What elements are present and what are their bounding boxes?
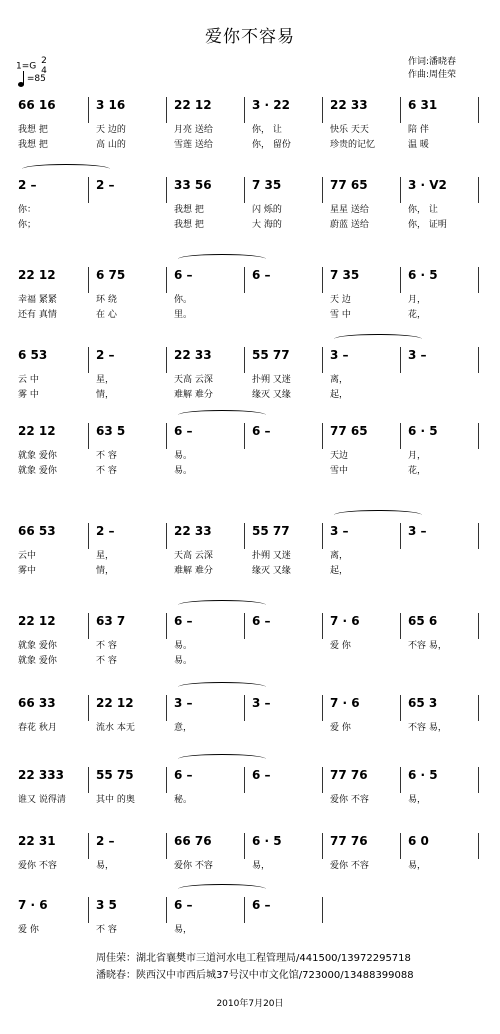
bar-line — [166, 523, 167, 549]
lyric-verse-2: 高 山的 — [96, 140, 126, 150]
lyric-verse-2: 难解 难分 — [174, 390, 213, 400]
lyric-verse-1: 易， — [408, 861, 427, 871]
lyric-verse-2: 不 容 — [96, 656, 117, 666]
lyric-verse-1: 不 容 — [96, 451, 117, 461]
bar-line — [244, 423, 245, 449]
lyric-verse-1: 天高 云深 — [174, 375, 213, 385]
lyric-verse-1: 扑朔 又迷 — [252, 551, 291, 561]
bar-line — [88, 177, 89, 203]
measure-notes: 22 12 — [96, 696, 134, 710]
measure-notes: 3 – — [330, 348, 349, 362]
tempo-marking — [18, 74, 46, 87]
lyricist-credit: 作词:潘晓春 — [408, 57, 457, 67]
measure-notes: 3 – — [252, 696, 271, 710]
bar-line — [400, 97, 401, 123]
lyric-verse-1: 爱你 不容 — [330, 861, 369, 871]
bar-line — [478, 613, 479, 639]
lyric-verse-1: 我想 把 — [18, 125, 48, 135]
measure-notes: 6 – — [174, 424, 193, 438]
measure-notes: 66 33 — [18, 696, 56, 710]
bar-line — [88, 897, 89, 923]
measure-notes: 6 · 5 — [408, 424, 438, 438]
lyric-verse-2: 温 暖 — [408, 140, 429, 150]
bar-line — [244, 97, 245, 123]
bar-line — [322, 267, 323, 293]
lyric-verse-1: 你。 — [174, 295, 193, 305]
lyric-verse-1: 不 容 — [96, 925, 117, 935]
lyric-verse-1: 谁又 说得清 — [18, 795, 66, 805]
bar-line — [88, 267, 89, 293]
measure-notes: 7 · 6 — [330, 614, 360, 628]
measure-notes: 6 – — [174, 614, 193, 628]
lyric-verse-2: 我想 把 — [174, 220, 204, 230]
bar-line — [478, 523, 479, 549]
lyric-verse-1: 扑朔 又迷 — [252, 375, 291, 385]
measure-notes: 6 – — [174, 268, 193, 282]
contact-info — [96, 950, 414, 984]
lyric-verse-2: 大 海的 — [252, 220, 282, 230]
lyric-verse-2: 易。 — [174, 656, 193, 666]
measure-notes: 66 53 — [18, 524, 56, 538]
lyric-verse-1: 易， — [252, 861, 271, 871]
lyric-verse-2: 雾 中 — [18, 390, 39, 400]
lyric-verse-1: 月， — [408, 295, 427, 305]
bar-line — [166, 347, 167, 373]
bar-line — [166, 897, 167, 923]
measure-notes: 6 0 — [408, 834, 429, 848]
lyric-verse-1: 易， — [408, 795, 427, 805]
measure-notes: 3 – — [408, 524, 427, 538]
lyric-verse-1: 易， — [174, 925, 193, 935]
measure-notes: 22 33 — [174, 348, 212, 362]
measure-notes: 22 333 — [18, 768, 64, 782]
bar-line — [322, 523, 323, 549]
measure-notes: 55 77 — [252, 524, 290, 538]
lyric-verse-1: 云 中 — [18, 375, 39, 385]
lyric-verse-1: 流水 本无 — [96, 723, 135, 733]
lyric-verse-1: 天 边的 — [96, 125, 126, 135]
score-row — [16, 608, 486, 678]
quarter-note-icon — [18, 82, 24, 87]
bar-line — [244, 347, 245, 373]
bar-line — [88, 695, 89, 721]
measure-notes: 6 – — [252, 424, 271, 438]
lyric-verse-1: 爱你 不容 — [330, 795, 369, 805]
time-denominator: 4 — [41, 66, 47, 76]
lyric-verse-2: 珍贵的记忆 — [330, 140, 376, 150]
bar-line — [322, 767, 323, 793]
time-numerator: 2 — [41, 56, 47, 66]
tie-slur — [22, 164, 110, 174]
measure-notes: 33 56 — [174, 178, 212, 192]
measure-notes: 6 · 5 — [252, 834, 282, 848]
lyric-verse-1: 我想 把 — [174, 205, 204, 215]
key-signature — [16, 56, 47, 76]
measure-notes: 6 – — [252, 898, 271, 912]
lyric-verse-1: 离， — [330, 551, 349, 561]
lyric-verse-1: 星星 送给 — [330, 205, 369, 215]
bar-line — [478, 695, 479, 721]
bar-line — [166, 423, 167, 449]
lyric-verse-1: 环 绕 — [96, 295, 117, 305]
measure-notes: 65 6 — [408, 614, 438, 628]
lyric-verse-1: 你， 让 — [408, 205, 438, 215]
score-row — [16, 518, 486, 588]
measure-notes: 6 31 — [408, 98, 438, 112]
bar-line — [322, 695, 323, 721]
bar-line — [244, 767, 245, 793]
bar-line — [166, 767, 167, 793]
bar-line — [400, 833, 401, 859]
lyric-verse-1: 春花 秋月 — [18, 723, 57, 733]
composer-credit: 作曲:周佳荣 — [408, 70, 457, 80]
bar-line — [88, 767, 89, 793]
contact-line-lyricist: 潘晓春：陕西汉中市西后城37号汉中市文化馆/723000/13488399088 — [96, 970, 414, 981]
lyric-verse-1: 不容 易， — [408, 723, 447, 733]
measure-notes: 2 – — [18, 178, 37, 192]
measure-notes: 22 31 — [18, 834, 56, 848]
lyric-verse-1: 爱你 不容 — [174, 861, 213, 871]
bar-line — [478, 267, 479, 293]
measure-notes: 6 – — [252, 268, 271, 282]
measure-notes: 3 16 — [96, 98, 126, 112]
measure-notes: 22 33 — [330, 98, 368, 112]
measure-notes: 3 · V2 — [408, 178, 447, 192]
bar-line — [322, 833, 323, 859]
measure-notes: 3 – — [330, 524, 349, 538]
song-title: 爱你不容易 — [205, 27, 295, 47]
bar-line — [88, 833, 89, 859]
measure-notes: 2 – — [96, 524, 115, 538]
measure-notes: 6 – — [252, 768, 271, 782]
measure-notes: 22 12 — [18, 614, 56, 628]
bar-line — [88, 523, 89, 549]
lyric-verse-1: 易， — [96, 861, 115, 871]
lyric-verse-2: 缘灭 又缘 — [252, 566, 291, 576]
lyric-verse-1: 月， — [408, 451, 427, 461]
measure-notes: 7 · 6 — [18, 898, 48, 912]
bar-line — [478, 177, 479, 203]
measure-notes: 7 35 — [252, 178, 282, 192]
measure-notes: 6 – — [174, 768, 193, 782]
bar-line — [166, 695, 167, 721]
lyric-verse-1: 其中 的奥 — [96, 795, 135, 805]
bar-line — [322, 347, 323, 373]
bar-line — [166, 97, 167, 123]
lyric-verse-2: 雾中 — [18, 566, 37, 576]
lyric-verse-2: 花， — [408, 310, 427, 320]
measure-notes: 63 7 — [96, 614, 126, 628]
score-row — [16, 262, 486, 332]
bar-line — [478, 97, 479, 123]
bar-line — [244, 267, 245, 293]
measure-notes: 66 76 — [174, 834, 212, 848]
lyric-verse-1: 不容 易， — [408, 641, 447, 651]
bar-line — [478, 833, 479, 859]
lyric-verse-1: 爱 你 — [330, 641, 351, 651]
bar-line — [166, 833, 167, 859]
lyric-verse-1: 天高 云深 — [174, 551, 213, 561]
lyric-verse-1: 天 边 — [330, 295, 351, 305]
lyric-verse-1: 易。 — [174, 641, 193, 651]
score-row — [16, 172, 486, 242]
bar-line — [244, 833, 245, 859]
bar-line — [166, 177, 167, 203]
measure-notes: 3 · 22 — [252, 98, 290, 112]
measure-notes: 65 3 — [408, 696, 438, 710]
lyric-verse-1: 秘。 — [174, 795, 193, 805]
lyric-verse-2: 还有 真情 — [18, 310, 57, 320]
lyric-verse-1: 月亮 送给 — [174, 125, 213, 135]
tie-slur — [334, 510, 422, 520]
lyric-verse-1: 就象 爱你 — [18, 451, 57, 461]
bar-line — [244, 613, 245, 639]
lyric-verse-1: 星， — [96, 375, 115, 385]
bar-line — [244, 523, 245, 549]
bar-line — [322, 423, 323, 449]
measure-notes: 77 76 — [330, 834, 368, 848]
measure-notes: 55 75 — [96, 768, 134, 782]
lyric-verse-2: 起， — [330, 390, 349, 400]
lyric-verse-1: 就象 爱你 — [18, 641, 57, 651]
lyric-verse-2: 就象 爱你 — [18, 466, 57, 476]
lyric-verse-1: 爱 你 — [330, 723, 351, 733]
bar-line — [166, 613, 167, 639]
composition-date: 2010年7月20日 — [216, 999, 284, 1009]
score-row — [16, 690, 486, 760]
measure-notes: 2 – — [96, 834, 115, 848]
tie-slur — [334, 334, 422, 344]
tempo-value: =85 — [26, 74, 46, 84]
tie-slur — [178, 600, 266, 610]
tie-slur — [178, 254, 266, 264]
lyric-verse-1: 星， — [96, 551, 115, 561]
score-row — [16, 762, 486, 832]
bar-line — [322, 177, 323, 203]
lyric-verse-1: 离， — [330, 375, 349, 385]
lyric-verse-2: 花， — [408, 466, 427, 476]
bar-line — [88, 97, 89, 123]
bar-line — [400, 423, 401, 449]
lyric-verse-2: 就象 爱你 — [18, 656, 57, 666]
lyric-verse-2: 你， 留份 — [252, 140, 291, 150]
measure-notes: 2 – — [96, 178, 115, 192]
bar-line — [400, 695, 401, 721]
lyric-verse-1: 意， — [174, 723, 193, 733]
bar-line — [400, 177, 401, 203]
lyric-verse-2: 情， — [96, 566, 115, 576]
measure-notes: 6 75 — [96, 268, 126, 282]
measure-notes: 6 · 5 — [408, 768, 438, 782]
measure-notes: 55 77 — [252, 348, 290, 362]
lyric-verse-1: 天边 — [330, 451, 349, 461]
measure-notes: 6 53 — [18, 348, 48, 362]
measure-notes: 7 · 6 — [330, 696, 360, 710]
bar-line — [244, 897, 245, 923]
lyric-verse-2: 雪 中 — [330, 310, 351, 320]
lyric-verse-2: 你； — [18, 220, 37, 230]
bar-line — [322, 97, 323, 123]
bar-line — [400, 347, 401, 373]
credits — [408, 56, 456, 82]
tie-slur — [178, 884, 266, 894]
bar-line — [244, 177, 245, 203]
lyric-verse-2: 不 容 — [96, 466, 117, 476]
measure-notes: 3 – — [408, 348, 427, 362]
bar-line — [88, 423, 89, 449]
measure-notes: 3 – — [174, 696, 193, 710]
contact-line-composer: 周佳荣：湖北省襄樊市三道河水电工程管理局/441500/13972295718 — [96, 953, 411, 964]
measure-notes: 22 12 — [174, 98, 212, 112]
bar-line — [166, 267, 167, 293]
lyric-verse-1: 陪 伴 — [408, 125, 429, 135]
tie-slur — [178, 682, 266, 692]
lyric-verse-1: 快乐 天天 — [330, 125, 369, 135]
bar-line — [400, 613, 401, 639]
time-signature — [41, 56, 47, 76]
bar-line — [478, 347, 479, 373]
measure-notes: 22 12 — [18, 424, 56, 438]
lyric-verse-1: 闪 烁的 — [252, 205, 282, 215]
lyric-verse-2: 易。 — [174, 466, 193, 476]
lyric-verse-2: 你， 证明 — [408, 220, 447, 230]
bar-line — [244, 695, 245, 721]
bar-line — [478, 423, 479, 449]
measure-notes: 22 12 — [18, 268, 56, 282]
measure-notes: 77 65 — [330, 424, 368, 438]
lyric-verse-1: 你： — [18, 205, 37, 215]
key-tonic: 1=G — [16, 61, 37, 72]
lyric-verse-2: 蔚蓝 送给 — [330, 220, 369, 230]
measure-notes: 6 – — [174, 898, 193, 912]
lyric-verse-2: 缘灭 又缘 — [252, 390, 291, 400]
measure-notes: 63 5 — [96, 424, 126, 438]
score-row — [16, 418, 486, 488]
lyric-verse-1: 幸福 紧紧 — [18, 295, 57, 305]
lyric-verse-1: 云中 — [18, 551, 37, 561]
measure-notes: 77 65 — [330, 178, 368, 192]
bar-line — [322, 613, 323, 639]
lyric-verse-2: 起， — [330, 566, 349, 576]
bar-line — [322, 897, 323, 923]
lyric-verse-2: 难解 难分 — [174, 566, 213, 576]
lyric-verse-2: 情， — [96, 390, 115, 400]
lyric-verse-2: 里。 — [174, 310, 193, 320]
lyric-verse-2: 雪莲 送给 — [174, 140, 213, 150]
bar-line — [88, 347, 89, 373]
measure-notes: 6 – — [252, 614, 271, 628]
bar-line — [478, 767, 479, 793]
lyric-verse-1: 你， 让 — [252, 125, 282, 135]
bar-line — [400, 523, 401, 549]
bar-line — [400, 267, 401, 293]
lyric-verse-1: 易。 — [174, 451, 193, 461]
bar-line — [400, 767, 401, 793]
lyric-verse-1: 爱你 不容 — [18, 861, 57, 871]
lyric-verse-1: 爱 你 — [18, 925, 39, 935]
bar-line — [88, 613, 89, 639]
measure-notes: 22 33 — [174, 524, 212, 538]
tie-slur — [178, 410, 266, 420]
measure-notes: 66 16 — [18, 98, 56, 112]
lyric-verse-2: 雪中 — [330, 466, 349, 476]
measure-notes: 7 35 — [330, 268, 360, 282]
tie-slur — [178, 754, 266, 764]
lyric-verse-2: 在 心 — [96, 310, 117, 320]
score-row — [16, 342, 486, 412]
measure-notes: 6 · 5 — [408, 268, 438, 282]
measure-notes: 3 5 — [96, 898, 117, 912]
measure-notes: 2 – — [96, 348, 115, 362]
lyric-verse-2: 我想 把 — [18, 140, 48, 150]
score-row — [16, 92, 486, 162]
measure-notes: 77 76 — [330, 768, 368, 782]
lyric-verse-1: 不 容 — [96, 641, 117, 651]
